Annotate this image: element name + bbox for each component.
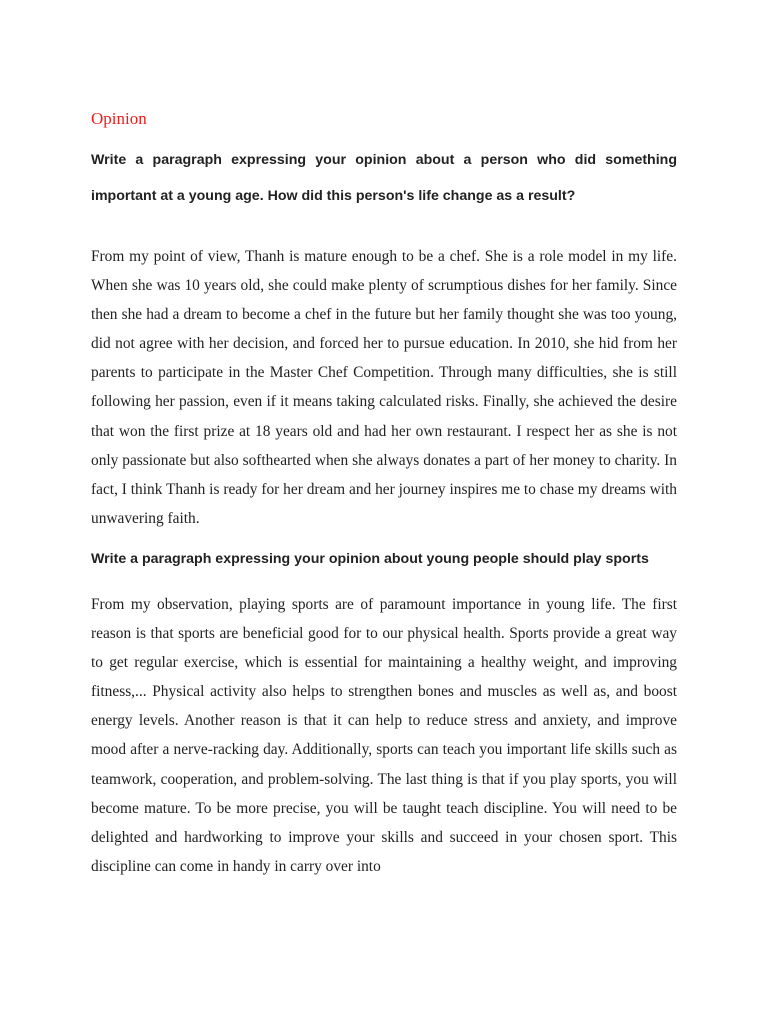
essay-paragraph-1: From my point of view, Thanh is mature enough to be a chef. She is a role model in my life. When she was 10 years old, she could make plenty of scrumptious dishes for her family. Since then she had a dream to become a chef in the future but her family thought she was too young, did not agree with her decision, and forced her to pursue education. In 2010, she hid from her parents to participate in the Master Chef Competition. Through many difficulties, she is still following her passion, even if it means taking calculated risks. Finally, she achieved the desire that won the first prize at 18 years old and had her own restaurant. I respect her as she is not only passionate but also softhearted when she always donates a part of her money to charity. In fact, I think Thanh is ready for her dream and her journey inspires me to chase my dreams with unwavering faith.	[91, 248, 677, 527]
prompt-heading-2: Write a paragraph expressing your opinion about young people should play sports	[91, 550, 649, 567]
document-content	[91, 107, 677, 881]
prompt-2-container	[91, 546, 677, 573]
prompt-heading-1: Write a paragraph expressing your opinion about a person who did something important at a young age. How did this person's life change as a result?	[91, 152, 677, 204]
section-label: Opinion	[91, 109, 147, 128]
essay-paragraph-2: From my observation, playing sports are of paramount importance in young life. The first reason is that sports are beneficial good for to our physical health. Sports provide a great way to get regular exercise, which is essential for maintaining a healthy weight, and improving fitness,... Physical activity also helps to strengthen bones and muscles as well as, and boost energy levels. Another reason is that it can help to reduce stress and anxiety, and improve mood after a nerve-racking day. Additionally, sports can teach you important life skills such as teamwork, cooperation, and problem-solving. The last thing is that if you play sports, you will become mature. To be more precise, you will be taught teach discipline. You will need to be delighted and hardworking to improve your skills and succeed in your chosen sport. This discipline can come in handy in carry over into	[91, 595, 677, 875]
